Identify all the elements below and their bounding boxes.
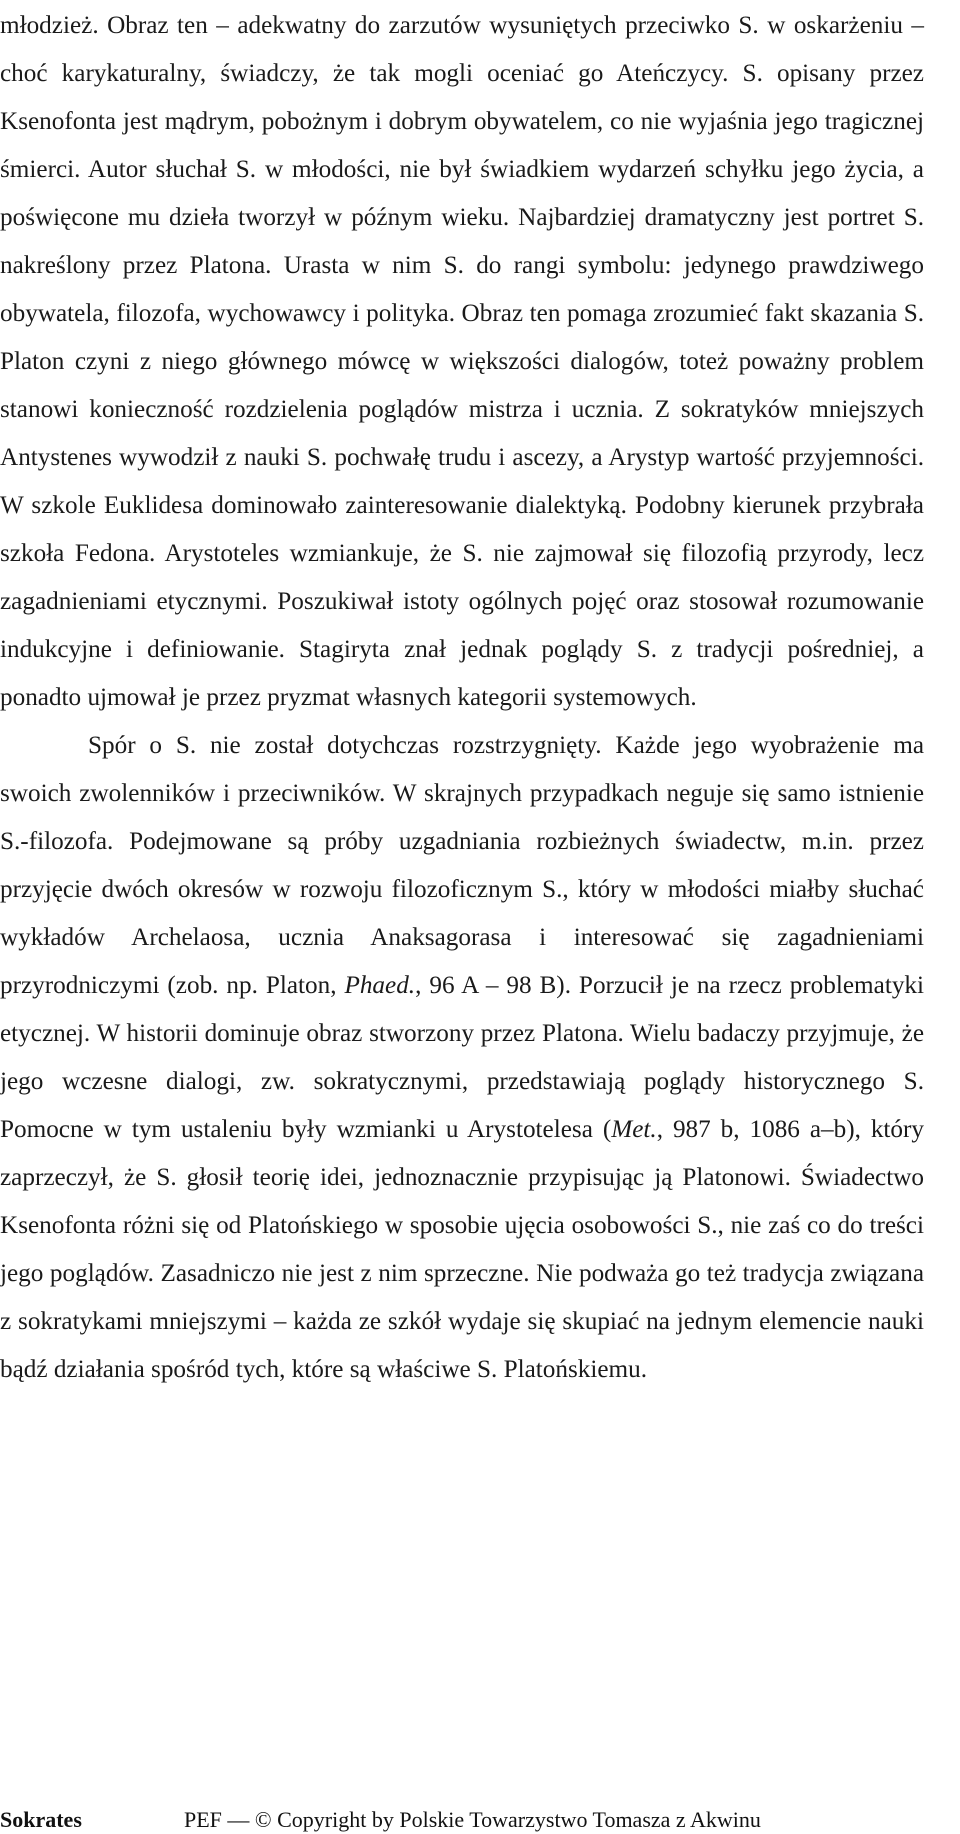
page-footer [0, 1806, 924, 1834]
footer-title: Sokrates [0, 1807, 82, 1832]
paragraph-1 [0, 2, 924, 722]
paragraph-2-text-part1: Spór o S. nie został dotychczas rozstrzygnięty. Każde jego wyobrażenie ma swoich zwolenników i przeciwników. W skrajnych przypadkach neguje się samo istnienie S.-filozofa. Podejmowane są próby uzgadniania rozbieżnych świadectw, m.in. przez przyjęcie dwóch okresów w rozwoju filozoficznym S., który w młodości miałby słuchać wykładów Archelaosa, ucznia Anaksagorasa i interesować się zagadnieniami przyrodniczymi (zob. np. Platon, [0, 732, 924, 999]
paragraph-2-text-part2: , 96 A – 98 B). Porzucił je na rzecz problematyki etycznej. W historii dominuje obraz stworzony przez Platona. Wielu badaczy przyjmuje, że jego wczesne dialogi, zw. sokratycznymi, przedstawiają poglądy historycznego S. Pomocne w tym ustaleniu były wzmianki u Arystotelesa ( [0, 972, 925, 1143]
footer-copyright: PEF — © Copyright by Polskie Towarzystwo Tomasza z Akwinu [184, 1807, 761, 1832]
paragraph-2-text-part3: , 987 b, 1086 a–b), który zaprzeczył, że S. głosił teorię idei, jednoznacznie przypisując ją Platonowi. Świadectwo Ksenofonta różni się od Platońskiego w sposobie ujęcia osobowości S., nie zaś co do treści jego poglądów. Zasadniczo nie jest z nim sprzeczne. Nie podważa go też tradycja związana z sokratykami mniejszymi – każda ze szkół wydaje się skupiać na jednym elemencie nauki bądź działania spośród tych, które są właściwe S. Platońskiemu. [0, 1116, 925, 1383]
work-title-phaedo: Phaed. [344, 972, 416, 999]
paragraph-1-text: młodzież. Obraz ten – adekwatny do zarzutów wysuniętych przeciwko S. w oskarżeniu – choć karykaturalny, świadczy, że tak mogli oceniać go Ateńczycy. S. opisany przez Ksenofonta jest mądrym, pobożnym i dobrym obywatelem, co nie wyjaśnia jego tragicznej śmierci. Autor słuchał S. w młodości, nie był świadkiem wydarzeń schyłku jego życia, a poświęcone mu dzieła tworzył w późnym wieku. Najbardziej dramatyczny jest portret S. nakreślony przez Platona. Urasta w nim S. do rangi symbolu: jedynego prawdziwego obywatela, filozofa, wychowawcy i polityka. Obraz ten pomaga zrozumieć fakt skazania S. Platon czyni z niego głównego mówcę w większości dialogów, toteż poważny problem stanowi konieczność rozdzielenia poglądów mistrza i ucznia. Z sokratyków mniejszych Antystenes wywodził z nauki S. pochwałę trudu i ascezy, a Arystyp wartość przyjemności. W szkole Euklidesa dominowało zainteresowanie dialektyką. Podobny kierunek przybrała szkoła Fedona. Arystoteles wzmiankuje, że S. nie zajmował się filozofią przyrody, lecz zagadnieniami etycznymi. Poszukiwał istoty ogólnych pojęć oraz stosował rozumowanie indukcyjne i definiowanie. Stagiryta znał jednak poglądy S. z tradycji pośredniej, a ponadto ujmował je przez pryzmat własnych kategorii systemowych. [0, 12, 924, 711]
work-title-metaphysics: Met. [611, 1116, 657, 1143]
article-body [0, 2, 924, 1394]
paragraph-2 [0, 722, 924, 1394]
